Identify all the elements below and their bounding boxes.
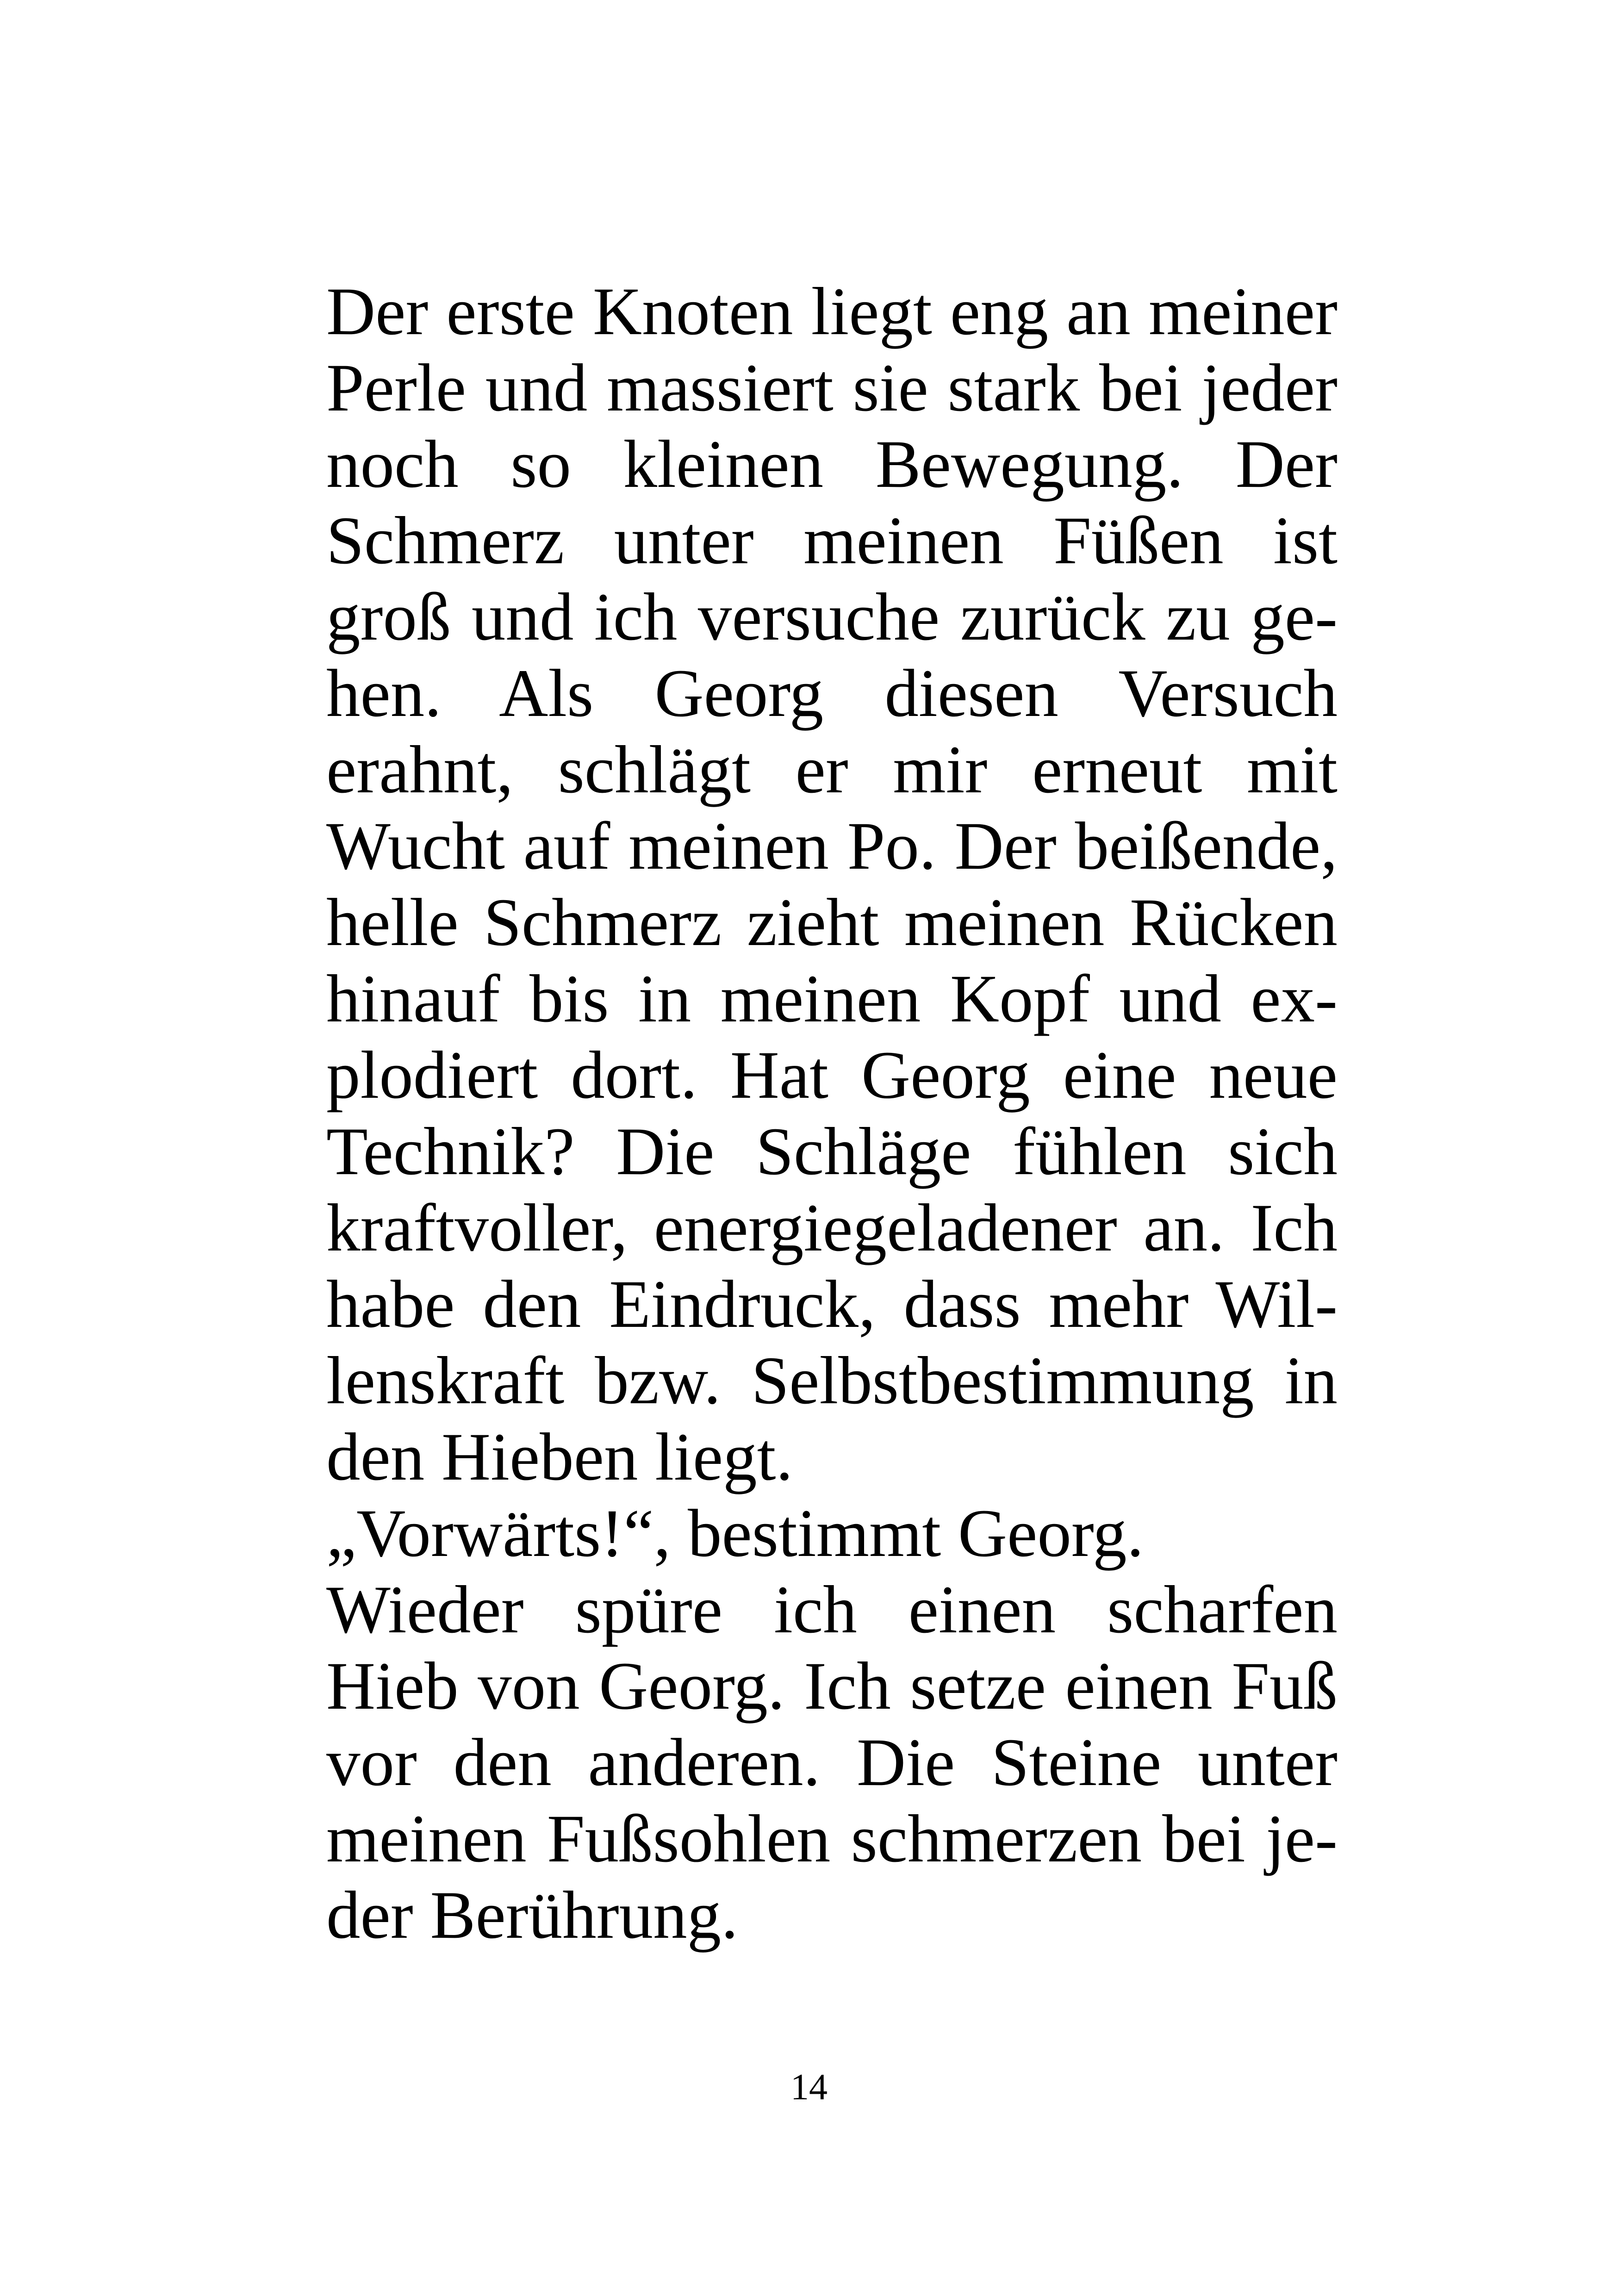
text-line: Perle und massiert sie stark bei jeder (326, 350, 1338, 425)
text-line: der Berührung. (326, 1877, 738, 1953)
text-line: hinauf bis in meinen Kopf und ex- (326, 961, 1338, 1036)
text-line: meinen Fußsohlen schmerzen bei je- (326, 1801, 1338, 1876)
paragraph (326, 1571, 1338, 1953)
text-line: Der erste Knoten liegt eng an meiner (326, 274, 1338, 349)
text-line: kraftvoller, energiegeladener an. Ich (326, 1190, 1338, 1265)
page-number: 14 (790, 2067, 828, 2108)
text-line: Wucht auf meinen Po. Der beißende, (326, 808, 1338, 884)
text-line: Wieder spüre ich einen scharfen (326, 1572, 1338, 1647)
text-line: Schmerz unter meinen Füßen ist (326, 503, 1338, 578)
paragraph (326, 1495, 1338, 1571)
text-line: noch so kleinen Bewegung. Der (326, 426, 1338, 502)
text-line: vor den anderen. Die Steine unter (326, 1724, 1338, 1800)
paragraph (326, 273, 1338, 1495)
text-line: den Hieben liegt. (326, 1419, 793, 1494)
text-line: plodiert dort. Hat Georg eine neue (326, 1037, 1338, 1113)
text-line: erahnt, schlägt er mir erneut mit (326, 732, 1338, 807)
text-line: hen. Als Georg diesen Versuch (326, 655, 1338, 731)
body-text (326, 273, 1338, 1953)
text-line: „Vorwärts!“, bestimmt Georg. (326, 1495, 1144, 1571)
text-line: Hieb von Georg. Ich setze einen Fuß (326, 1648, 1338, 1724)
text-line: lenskraft bzw. Selbstbestimmung in (326, 1343, 1338, 1418)
text-line: Technik? Die Schläge fühlen sich (326, 1114, 1338, 1189)
text-line: habe den Eindruck, dass mehr Wil- (326, 1266, 1338, 1342)
text-line: helle Schmerz zieht meinen Rücken (326, 884, 1338, 960)
text-line: groß und ich versuche zurück zu ge- (326, 579, 1338, 654)
